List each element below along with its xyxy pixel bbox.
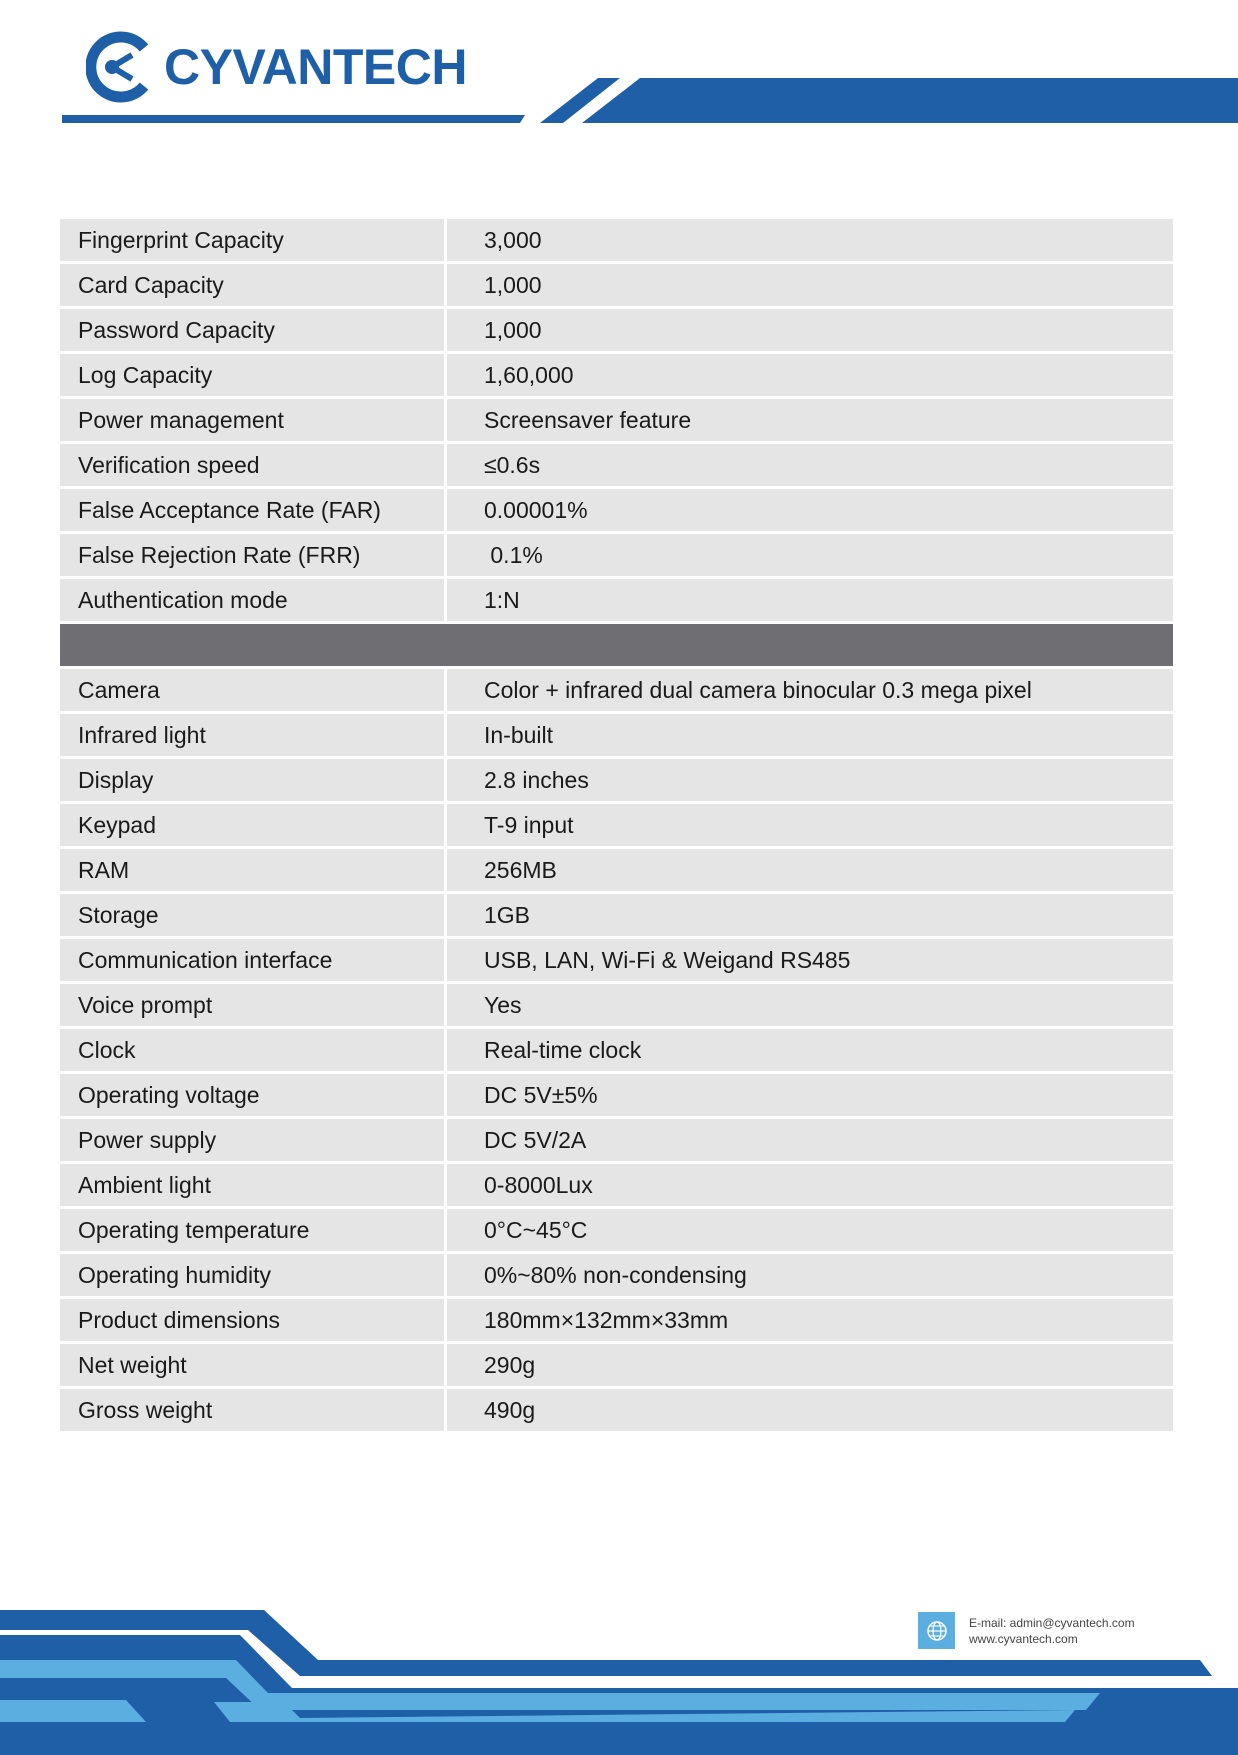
spec-row xyxy=(60,489,1173,534)
brand-name: CYVANTECH xyxy=(164,39,467,95)
spec-row xyxy=(60,534,1173,579)
spec-label: Voice prompt xyxy=(60,984,444,1026)
spec-label: Net weight xyxy=(60,1344,444,1386)
spec-value: T-9 input xyxy=(447,804,1173,846)
spec-value: 1,60,000 xyxy=(447,354,1173,396)
spec-value: Color + infrared dual camera binocular 0.3 mega pixel xyxy=(447,669,1173,711)
spec-value: 1,000 xyxy=(447,264,1173,306)
spec-row xyxy=(60,1119,1173,1164)
spec-value: 0.00001% xyxy=(447,489,1173,531)
spec-label: Fingerprint Capacity xyxy=(60,219,444,261)
spec-value: 0.1% xyxy=(447,534,1173,576)
spec-row xyxy=(60,1074,1173,1119)
spec-label: Clock xyxy=(60,1029,444,1071)
spec-row xyxy=(60,219,1173,264)
spec-label: Verification speed xyxy=(60,444,444,486)
contact-block xyxy=(918,1612,1135,1649)
spec-value: Screensaver feature xyxy=(447,399,1173,441)
spec-label: Authentication mode xyxy=(60,579,444,621)
spec-label: False Rejection Rate (FRR) xyxy=(60,534,444,576)
spec-row xyxy=(60,714,1173,759)
spec-row xyxy=(60,1209,1173,1254)
spec-label: Keypad xyxy=(60,804,444,846)
spec-value: DC 5V/2A xyxy=(447,1119,1173,1161)
spec-label: Gross weight xyxy=(60,1389,444,1431)
spec-value: 0-8000Lux xyxy=(447,1164,1173,1206)
spec-label: Camera xyxy=(60,669,444,711)
spec-label: Power management xyxy=(60,399,444,441)
spec-label: Operating voltage xyxy=(60,1074,444,1116)
spec-label: Log Capacity xyxy=(60,354,444,396)
spec-value: Yes xyxy=(447,984,1173,1026)
spec-row xyxy=(60,1299,1173,1344)
spec-label: Password Capacity xyxy=(60,309,444,351)
spec-row xyxy=(60,1344,1173,1389)
spec-value: 490g xyxy=(447,1389,1173,1431)
spec-group-separator xyxy=(60,624,1173,666)
spec-row xyxy=(60,1389,1173,1434)
contact-email[interactable]: E-mail: admin@cyvantech.com xyxy=(969,1615,1135,1630)
spec-label: False Acceptance Rate (FAR) xyxy=(60,489,444,531)
spec-row xyxy=(60,849,1173,894)
spec-value: 3,000 xyxy=(447,219,1173,261)
spec-row xyxy=(60,1254,1173,1299)
spec-value: 2.8 inches xyxy=(447,759,1173,801)
spec-value: 0°C~45°C xyxy=(447,1209,1173,1251)
spec-value: 1GB xyxy=(447,894,1173,936)
spec-value: 180mm×132mm×33mm xyxy=(447,1299,1173,1341)
spec-value: 1,000 xyxy=(447,309,1173,351)
spec-row xyxy=(60,309,1173,354)
globe-icon xyxy=(918,1612,955,1649)
spec-group-hardware xyxy=(60,669,1173,1434)
spec-row xyxy=(60,399,1173,444)
header-underline-left xyxy=(62,115,525,123)
spec-row xyxy=(60,444,1173,489)
spec-label: Product dimensions xyxy=(60,1299,444,1341)
spec-value: 1:N xyxy=(447,579,1173,621)
spec-row xyxy=(60,669,1173,714)
logo-mark-icon xyxy=(86,28,154,106)
spec-value: DC 5V±5% xyxy=(447,1074,1173,1116)
spec-row xyxy=(60,579,1173,624)
spec-row xyxy=(60,1164,1173,1209)
spec-table xyxy=(60,219,1173,1434)
spec-row xyxy=(60,1029,1173,1074)
spec-row xyxy=(60,354,1173,399)
spec-label: Power supply xyxy=(60,1119,444,1161)
spec-value: ≤0.6s xyxy=(447,444,1173,486)
spec-label: Storage xyxy=(60,894,444,936)
spec-row xyxy=(60,264,1173,309)
spec-value: USB, LAN, Wi-Fi & Weigand RS485 xyxy=(447,939,1173,981)
spec-row xyxy=(60,984,1173,1029)
spec-label: RAM xyxy=(60,849,444,891)
spec-value: In-built xyxy=(447,714,1173,756)
spec-label: Display xyxy=(60,759,444,801)
spec-row xyxy=(60,759,1173,804)
spec-row xyxy=(60,939,1173,984)
spec-label: Ambient light xyxy=(60,1164,444,1206)
spec-row xyxy=(60,894,1173,939)
spec-label: Card Capacity xyxy=(60,264,444,306)
spec-group-general xyxy=(60,219,1173,624)
spec-value: 0%~80% non-condensing xyxy=(447,1254,1173,1296)
contact-website[interactable]: www.cyvantech.com xyxy=(969,1631,1078,1646)
header-band-right xyxy=(582,78,1238,123)
spec-label: Operating temperature xyxy=(60,1209,444,1251)
spec-label: Infrared light xyxy=(60,714,444,756)
spec-row xyxy=(60,804,1173,849)
brand-logo xyxy=(86,28,467,106)
spec-label: Communication interface xyxy=(60,939,444,981)
spec-value: 256MB xyxy=(447,849,1173,891)
spec-value: 290g xyxy=(447,1344,1173,1386)
spec-value: Real-time clock xyxy=(447,1029,1173,1071)
spec-label: Operating humidity xyxy=(60,1254,444,1296)
